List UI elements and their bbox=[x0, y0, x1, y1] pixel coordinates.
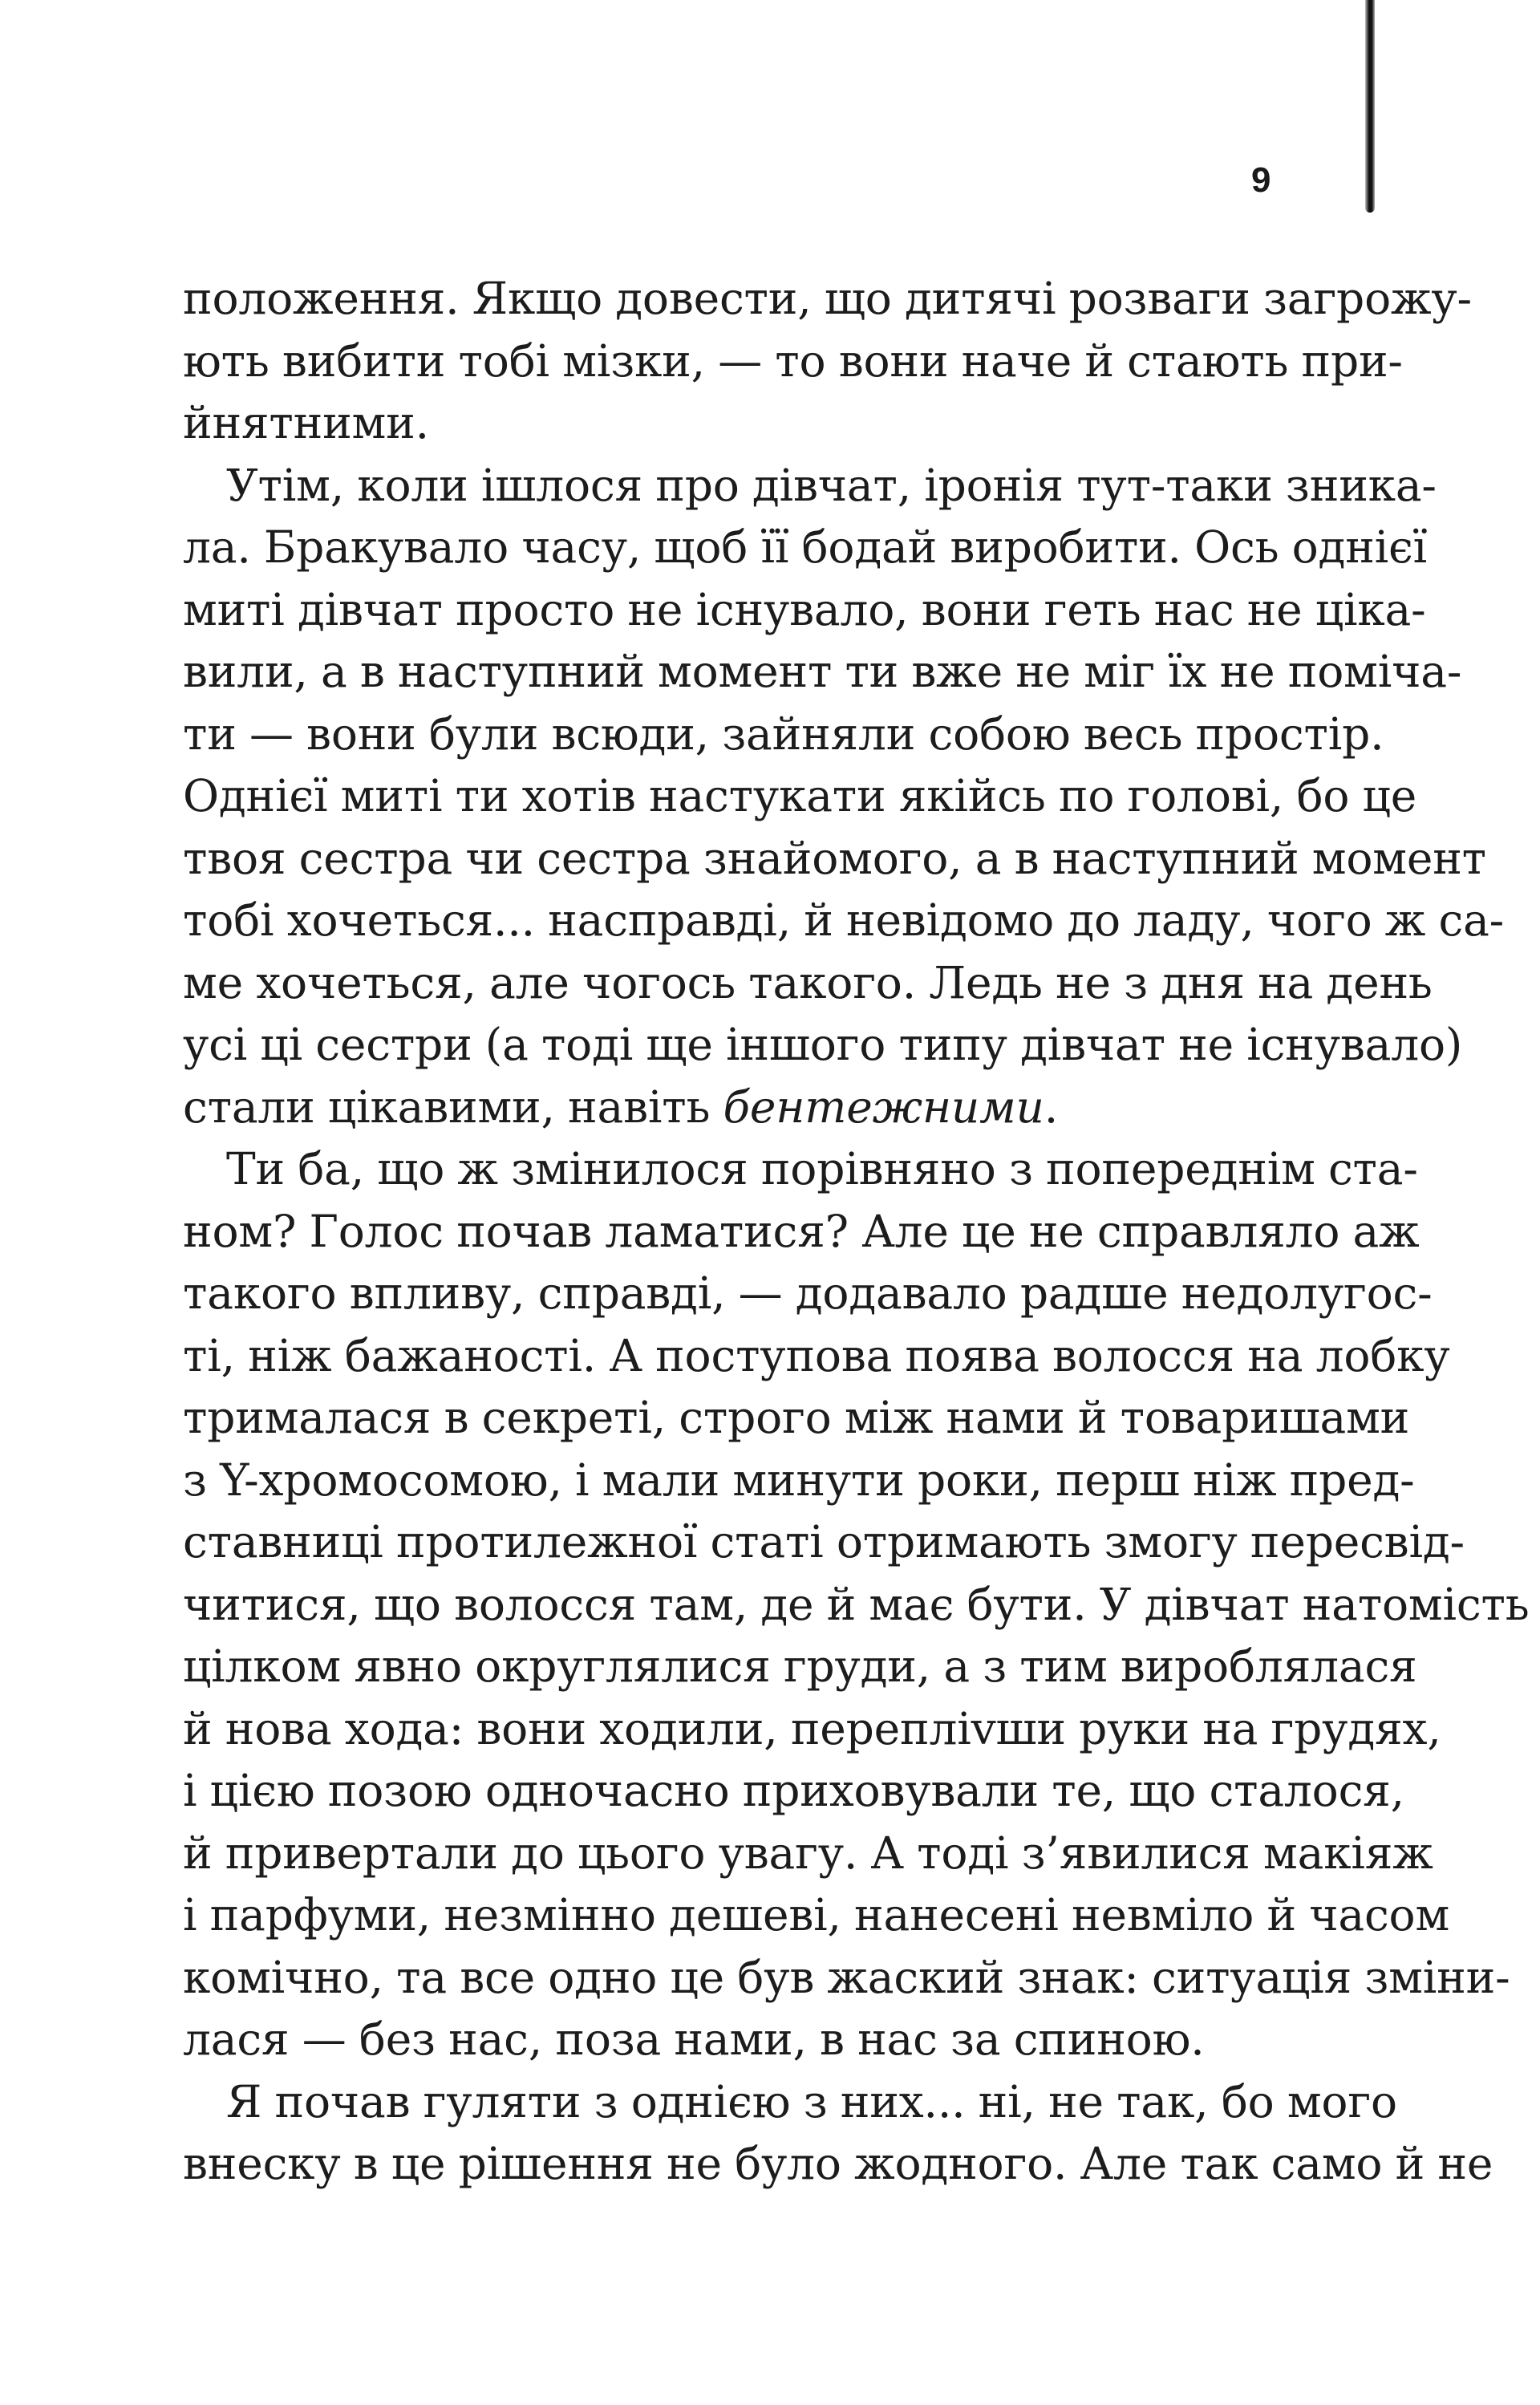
text-line: такого впливу, справді, — додавало радше недолугос- bbox=[183, 1267, 1433, 1319]
page-number: 9 bbox=[1251, 160, 1271, 200]
punctuation: . bbox=[1044, 1081, 1059, 1133]
text-line: ме хочеться, але чогось такого. Ледь не з дня на день bbox=[183, 956, 1433, 1008]
text-line: тобі хочеться... насправді, й невідомо до ладу, чого ж са- bbox=[183, 894, 1505, 946]
italic-word: бентежними bbox=[723, 1081, 1044, 1133]
page-edge-mark bbox=[1365, 0, 1375, 213]
text-line: ставниці протилежної статі отримають змогу пересвід- bbox=[183, 1516, 1465, 1568]
text-line: твоя сестра чи сестра знайомого, а в наступний момент bbox=[183, 832, 1486, 884]
text-line: ном? Голос почав ламатися? Але це не справляло аж bbox=[183, 1205, 1420, 1257]
body-text bbox=[183, 268, 1530, 2196]
text-line: миті дівчат просто не існувало, вони геть нас не ціка- bbox=[183, 583, 1426, 635]
text-line: читися, що волосся там, де й має бути. У дівчат натомість bbox=[183, 1578, 1530, 1630]
text-line: й привертали до цього увагу. А тоді з’явилися макіяж bbox=[183, 1827, 1433, 1879]
text-line: Однієї миті ти хотів настукати якійсь по голові, бо це bbox=[183, 770, 1417, 821]
text-line: ють вибити тобі мізки, — то вони наче й стають при- bbox=[183, 335, 1403, 387]
text-line: вили, а в наступний момент ти вже не міг їх не поміча- bbox=[183, 646, 1462, 697]
text-line: Ти ба, що ж змінилося порівняно з попереднім ста- bbox=[226, 1143, 1418, 1194]
text-line: комічно, та все одно це був жаский знак: ситуація зміни- bbox=[183, 1951, 1510, 2003]
text-line: усі ці сестри (а тоді ще іншого типу дівчат не існувало) bbox=[183, 1019, 1463, 1070]
text-line: положення. Якщо довести, що дитячі розваги загрожу- bbox=[183, 273, 1472, 324]
text-line bbox=[183, 1077, 1333, 1139]
text-line-start: стали цікавими, навіть bbox=[183, 1081, 723, 1133]
text-line: й нова хода: вони ходили, перепліvши руки на грудях, bbox=[183, 1702, 1441, 1754]
text-line: ти — вони були всюди, зайняли собою весь простір. bbox=[183, 708, 1384, 760]
text-line: внеску в це рішення не було жодного. Але так само й не bbox=[183, 2138, 1493, 2189]
text-line: і цією позою одночасно приховували те, що сталося, bbox=[183, 1765, 1404, 1816]
text-line: Утім, коли ішлося про дівчат, іронія тут-таки зника- bbox=[226, 459, 1437, 511]
text-line: йнятними. bbox=[183, 397, 429, 448]
text-line: лася — без нас, поза нами, в нас за спиною. bbox=[183, 2014, 1205, 2065]
text-line: ла. Бракувало часу, щоб її бодай виробити. Ось однієї bbox=[183, 521, 1428, 573]
text-line: з Y-хромосомою, і мали минути роки, перш ніж пред- bbox=[183, 1454, 1415, 1506]
text-line: і парфуми, незмінно дешеві, нанесені невміло й часом bbox=[183, 1889, 1450, 1941]
text-line: ті, ніж бажаності. А поступова поява волосся на лобку bbox=[183, 1329, 1450, 1381]
text-line: цілком явно округлялися груди, а з тим вироблялася bbox=[183, 1641, 1417, 1692]
text-line: Я почав гуляти з однією з них... ні, не так, бо мого bbox=[226, 2075, 1397, 2127]
text-line: трималася в секреті, строго між нами й товаришами bbox=[183, 1392, 1410, 1443]
